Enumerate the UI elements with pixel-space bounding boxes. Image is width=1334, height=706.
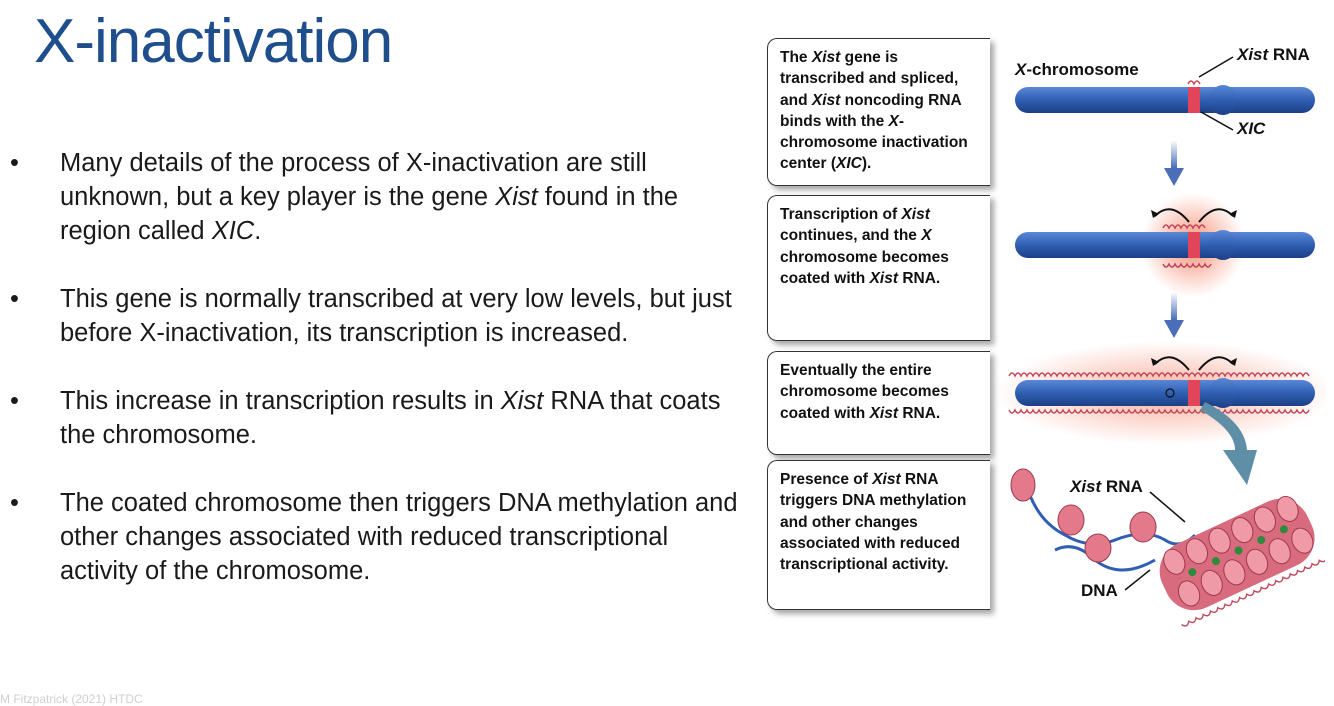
step-box-3: Eventually the entire chromosome becomes coated with Xist RNA. — [767, 351, 990, 455]
condensed-chromatin — [1011, 469, 1325, 627]
bullet-item: • This increase in transcription results in Xist RNA that coats the chromosome. — [10, 384, 740, 452]
bullet-item: • The coated chromosome then triggers DNA methylation and other changes associated with reduced transcriptional activity of the chromosome. — [10, 486, 740, 588]
step-box-4: Presence of Xist RNA triggers DNA methylation and other changes associated with reduced transcriptional activity. — [767, 460, 990, 610]
xist-pointer-line — [1199, 57, 1233, 77]
bullet-item: • Many details of the process of X-inactivation are still unknown, but a key player is the gene Xist found in the region called XIC. — [10, 146, 740, 248]
bullet-item: • This gene is normally transcribed at very low levels, but just before X-inactivation, its transcription is increased. — [10, 282, 740, 350]
chromosome-stage-1 — [1015, 81, 1315, 115]
x-inactivation-diagram — [995, 30, 1325, 630]
dna-pointer-line — [1125, 570, 1150, 590]
xic-label: XIC — [1237, 119, 1266, 138]
x-chromosome-label: X-chromosome — [1015, 60, 1139, 79]
step-box-2: Transcription of Xist continues, and the X chromosome becomes coated with Xist RNA. — [767, 195, 990, 341]
bullet-list — [10, 146, 740, 622]
bullet-dot: • — [10, 489, 19, 517]
down-arrow-2 — [1164, 292, 1184, 338]
footer-credit: M Fitzpatrick (2021) HTDC — [0, 692, 143, 706]
down-arrow-1 — [1164, 140, 1184, 186]
bullet-dot: • — [10, 149, 19, 177]
xist-pointer-line-bottom — [1150, 492, 1185, 522]
slide-title: X-inactivation — [34, 7, 393, 76]
dna-label: DNA — [1081, 581, 1118, 600]
chromosome-stage-2 — [1015, 193, 1315, 297]
xist-rna-label-bottom: Xist RNA — [1070, 477, 1143, 496]
step-box-1: The Xist gene is transcribed and spliced, and Xist noncoding RNA binds with the X-chromosome inactivation center (XIC). — [767, 38, 990, 186]
chromosome-stage-3 — [995, 341, 1325, 445]
bullet-dot: • — [10, 285, 19, 313]
xist-rna-label-top: Xist RNA — [1237, 45, 1310, 64]
xic-pointer-line — [1201, 112, 1233, 130]
bullet-dot: • — [10, 387, 19, 415]
